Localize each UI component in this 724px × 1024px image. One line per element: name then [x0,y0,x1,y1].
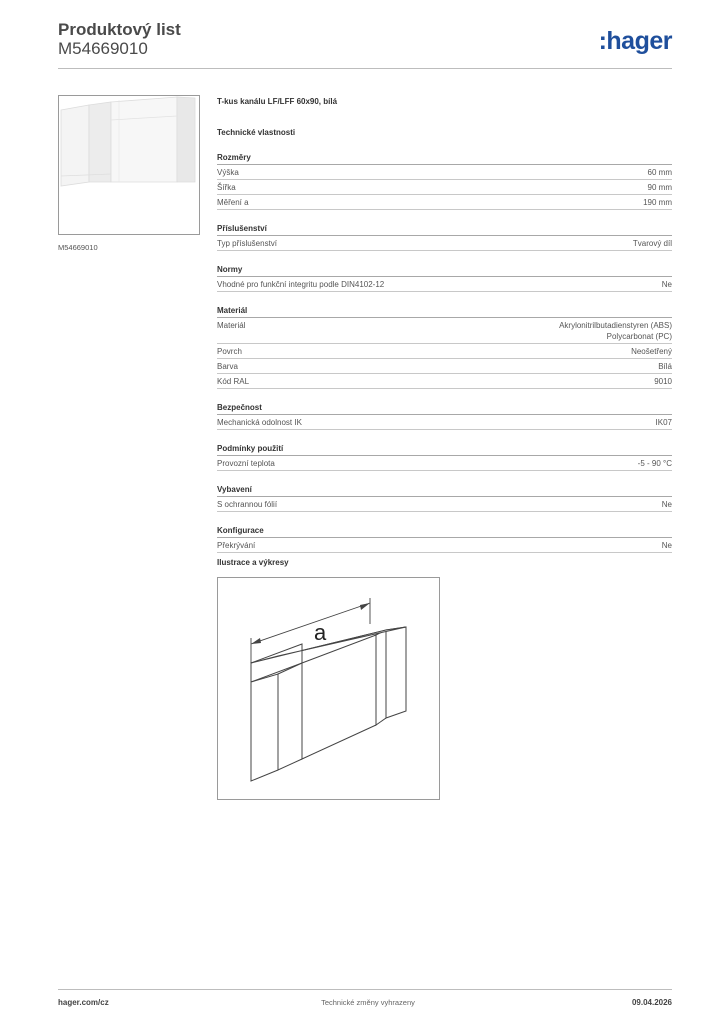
spec-value [633,238,672,249]
section-title: Konfigurace [217,525,672,538]
spec-label: Mechanická odolnost IK [217,418,302,427]
spec-row [217,180,672,195]
section-title: Rozměry [217,152,672,165]
spec-value-line: 90 mm [647,183,672,192]
spec-row [217,456,672,471]
spec-value-line: Ne [661,500,672,509]
spec-label: Materiál [217,321,246,330]
spec-section [217,264,672,292]
spec-label: Povrch [217,347,242,356]
spec-value [654,376,672,387]
spec-value-line: 9010 [654,377,672,386]
footer-notice: Technické změny vyhrazeny [321,998,415,1007]
spec-section [217,484,672,512]
spec-value-line: Polycarbonat (PC) [606,332,672,341]
footer-website[interactable]: hager.com/cz [58,998,109,1007]
spec-label: Kód RAL [217,377,250,386]
spec-value [662,540,672,551]
spec-label: Typ příslušenství [217,239,278,248]
spec-sections [217,152,672,553]
spec-value [643,197,672,208]
spec-value [658,361,672,372]
spec-value-line: Bílá [658,362,672,371]
section-title: Normy [217,264,672,277]
spec-row [217,359,672,374]
section-title: Materiál [217,305,672,318]
spec-label: Barva [217,362,238,371]
footer-date: 09.04.2026 [631,998,672,1007]
hager-logo [599,26,672,56]
spec-row [217,415,672,430]
spec-value-line: IK07 [655,418,672,427]
spec-section [217,152,672,210]
spec-value-line: 60 mm [647,168,672,177]
spec-value [662,499,672,510]
spec-section [217,223,672,251]
photo-caption: M54669010 [58,243,98,252]
section-title: Podmínky použití [217,443,672,456]
product-name: T-kus kanálu LF/LFF 60x90, bílá [217,97,338,106]
spec-row [217,195,672,210]
section-title: Vybavení [217,484,672,497]
product-photo-image [59,96,199,234]
footer-divider [58,989,672,990]
illustrations-title: Ilustrace a výkresy [217,558,289,567]
spec-value-line: Neošetřený [631,347,672,356]
spec-value [559,320,672,342]
spec-value-line: -5 - 90 °C [637,459,672,468]
spec-section [217,305,672,389]
spec-value-line: Ne [661,541,672,550]
spec-row [217,165,672,180]
spec-label: Překrývání [217,541,256,550]
page-title: Produktový list [58,20,181,39]
spec-section [217,402,672,430]
spec-value-line: 190 mm [643,198,672,207]
spec-value [631,346,672,357]
spec-label: Měření a [217,198,249,207]
logo-text: hager [606,27,672,55]
spec-value [638,458,672,469]
logo-mark: : [598,27,607,55]
spec-label: Vhodné pro funkční integritu podle DIN4102-12 [217,280,385,289]
spec-row [217,538,672,553]
spec-section [217,525,672,553]
spec-row [217,277,672,292]
spec-value-line: Akrylonitrilbutadienstyren (ABS) [559,321,672,330]
spec-value [648,167,672,178]
section-title: Bezpečnost [217,402,672,415]
spec-row [217,497,672,512]
spec-row [217,236,672,251]
technical-drawing [217,577,440,800]
dimension-label: a [314,620,327,645]
spec-value-line: Ne [661,280,672,289]
spec-label: Šířka [217,183,236,192]
section-title: Příslušenství [217,223,672,236]
spec-label: Provozní teplota [217,459,275,468]
technical-properties-title: Technické vlastnosti [217,128,296,137]
spec-value [648,182,672,193]
product-code: M54669010 [58,39,148,58]
spec-value [656,417,672,428]
spec-label: S ochrannou fólií [217,500,278,509]
spec-value [662,279,672,290]
spec-row [217,318,672,344]
spec-section [217,443,672,471]
technical-drawing-image [218,578,439,799]
product-photo [58,95,200,235]
spec-row [217,344,672,359]
spec-label: Výška [217,168,239,177]
spec-row [217,374,672,389]
header-divider [58,68,672,69]
spec-value-line: Tvarový díl [632,239,672,248]
specification [217,96,672,553]
